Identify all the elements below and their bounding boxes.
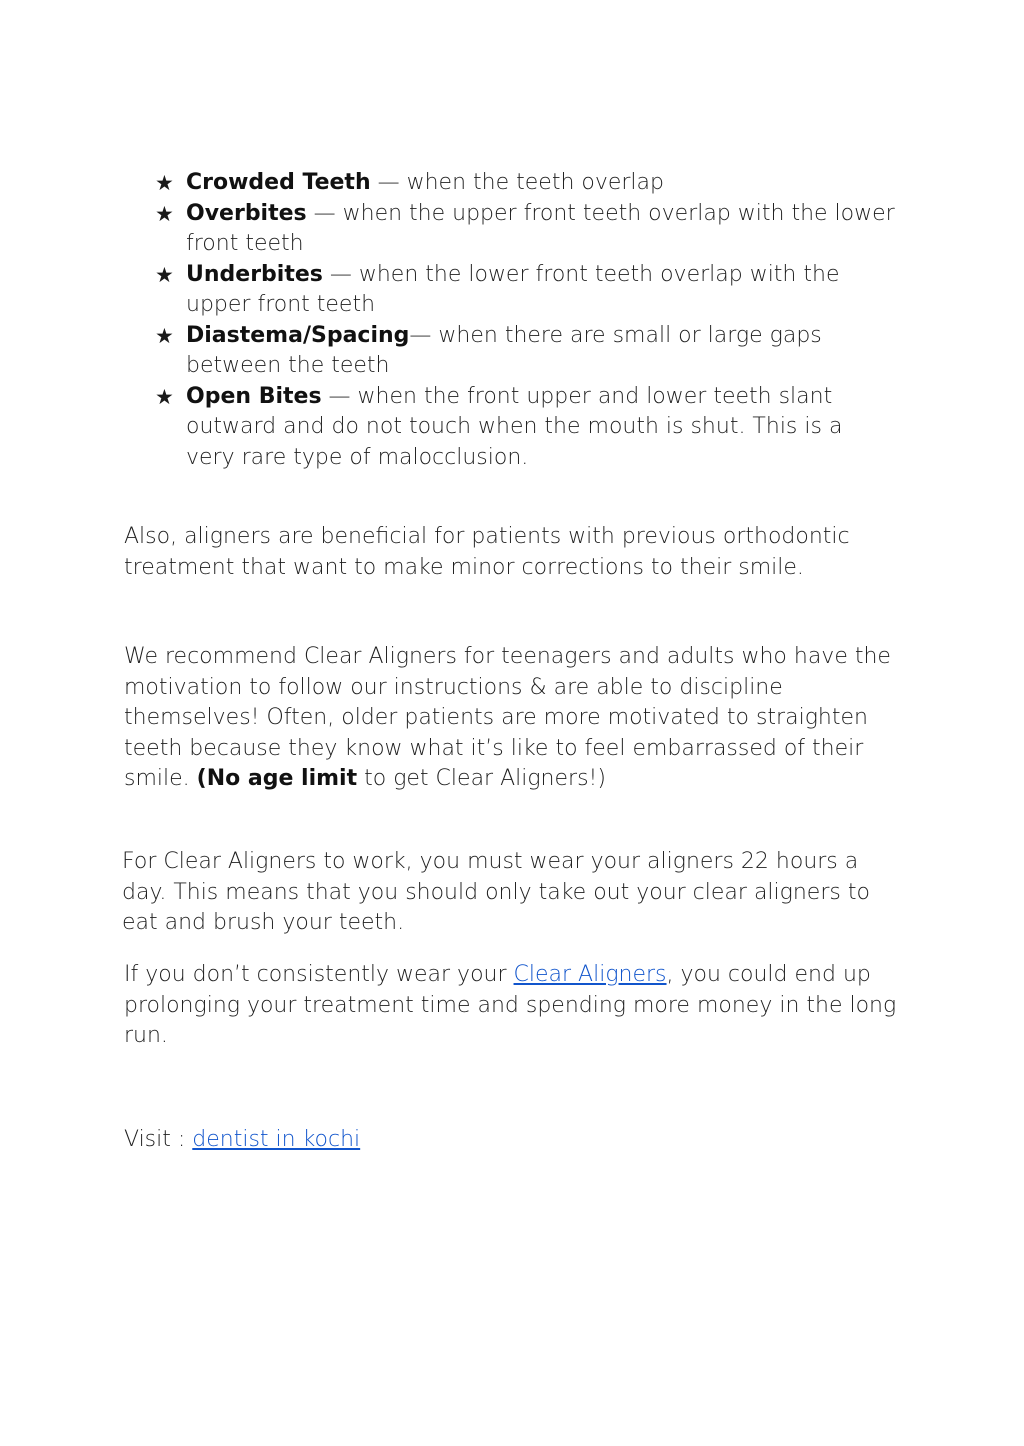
list-item-term: Diastema/Spacing: [186, 322, 410, 348]
dentist-in-kochi-link[interactable]: dentist in kochi: [192, 1127, 361, 1152]
clear-aligners-link[interactable]: Clear Aligners: [513, 962, 667, 987]
wear-time-paragraph: For Clear Aligners to work, you must wear your aligners 22 hours a day. This means that you should only take out your clear aligners to eat and brush your teeth.: [122, 849, 870, 935]
list-item-description: — when the front upper and lower teeth slant outward and do not touch when the mouth is shut. This is a very rare type of malocclusion.: [186, 383, 843, 470]
visit-label: Visit :: [124, 1127, 193, 1152]
star-bullet-icon: ★: [155, 171, 174, 195]
list-item-term: Crowded Teeth: [186, 170, 371, 195]
list-item: [155, 168, 895, 199]
recommendation-tail: to get Clear Aligners!): [357, 766, 606, 791]
recommendation-paragraph: [124, 642, 904, 795]
list-item-description: — when there are small or large gaps between the teeth: [186, 322, 822, 378]
no-age-limit-emphasis: (No age limit: [196, 766, 358, 791]
previous-treatment-paragraph: Also, aligners are beneficial for patients with previous orthodontic treatment that want to make minor corrections to their smile.: [124, 524, 850, 580]
recommendation-text: We recommend Clear Aligners for teenagers and adults who have the motivation to follow our instructions & are able to discipline themselves! Often, older patients are more motivated to straighten teeth because they know what it’s like to feel embarrassed of their smile.: [124, 644, 891, 791]
list-item: [155, 321, 895, 382]
list-item-description: — when the lower front teeth overlap with the upper front teeth: [186, 261, 840, 317]
star-bullet-icon: ★: [155, 201, 174, 226]
list-item-term: Open Bites: [186, 383, 322, 409]
consistency-text-before: If you don’t consistently wear your: [124, 962, 514, 987]
list-item: [155, 260, 895, 321]
star-bullet-icon: ★: [155, 384, 174, 409]
visit-line: [124, 1125, 904, 1156]
star-bullet-icon: ★: [155, 262, 174, 287]
list-item: [155, 199, 895, 260]
list-item-description: — when the upper front teeth overlap with the lower front teeth: [186, 200, 895, 256]
list-item-term: Underbites: [186, 261, 323, 287]
consistency-paragraph: [124, 960, 904, 1052]
list-item-term: Overbites: [186, 200, 307, 226]
list-item: [155, 382, 895, 474]
list-item-description: — when the teeth overlap: [370, 170, 664, 195]
malocclusion-list: [155, 168, 895, 473]
consistency-text-after: , you could end up prolonging your treatment time and spending more money in the long run.: [124, 962, 897, 1048]
star-bullet-icon: ★: [155, 323, 174, 348]
